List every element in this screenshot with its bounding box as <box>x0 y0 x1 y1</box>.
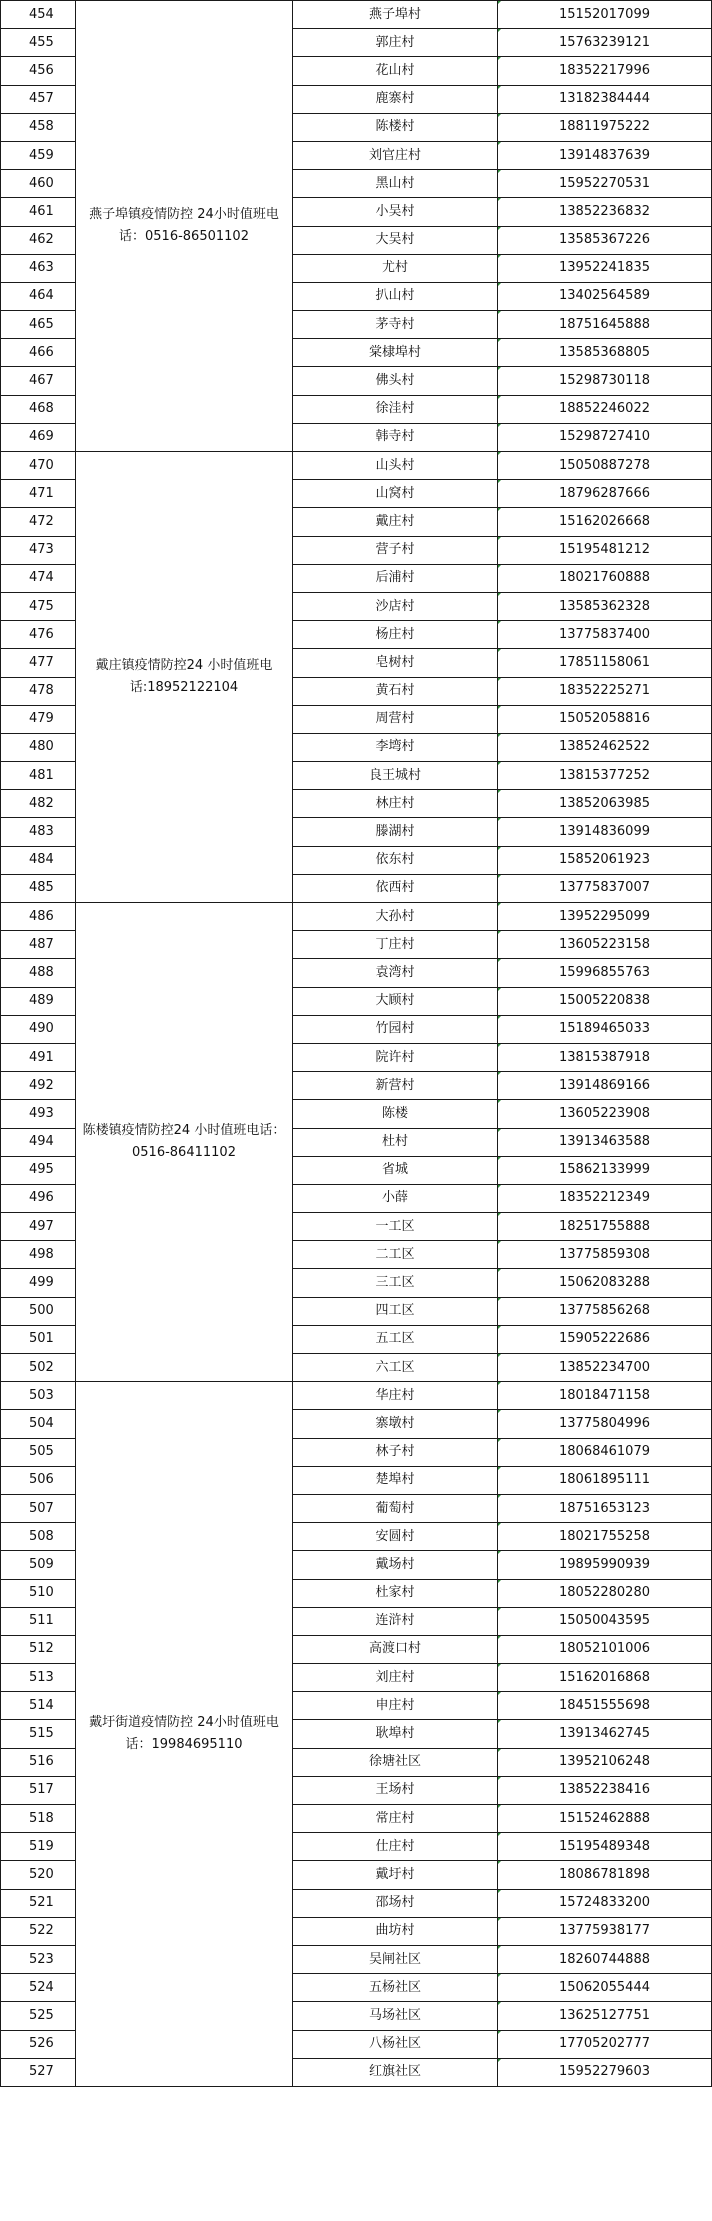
row-number: 493 <box>1 1100 76 1128</box>
row-number: 473 <box>1 536 76 564</box>
village-name: 山头村 <box>293 452 498 480</box>
phone-number: 18751645888 <box>498 311 712 339</box>
village-name: 常庄村 <box>293 1805 498 1833</box>
row-number: 494 <box>1 1128 76 1156</box>
town-hotline-cell: 戴圩街道疫情防控 24小时值班电话：19984695110 <box>76 1382 293 2087</box>
village-name: 良王城村 <box>293 762 498 790</box>
row-number: 472 <box>1 508 76 536</box>
village-name: 申庄村 <box>293 1692 498 1720</box>
phone-number: 13585368805 <box>498 339 712 367</box>
row-number: 464 <box>1 282 76 310</box>
village-name: 皂树村 <box>293 649 498 677</box>
village-name: 小薛 <box>293 1184 498 1212</box>
village-name: 滕湖村 <box>293 818 498 846</box>
row-number: 521 <box>1 1889 76 1917</box>
phone-number: 13775837400 <box>498 621 712 649</box>
row-number: 526 <box>1 2030 76 2058</box>
village-name: 五杨社区 <box>293 1974 498 2002</box>
phone-number: 15052058816 <box>498 705 712 733</box>
village-name: 大孙村 <box>293 903 498 931</box>
village-name: 仕庄村 <box>293 1833 498 1861</box>
phone-number: 13852063985 <box>498 790 712 818</box>
row-number: 460 <box>1 170 76 198</box>
row-number: 516 <box>1 1748 76 1776</box>
phone-number: 13952106248 <box>498 1748 712 1776</box>
row-number: 477 <box>1 649 76 677</box>
phone-number: 17851158061 <box>498 649 712 677</box>
village-name: 陈楼村 <box>293 113 498 141</box>
row-number: 481 <box>1 762 76 790</box>
village-name: 周营村 <box>293 705 498 733</box>
row-number: 468 <box>1 395 76 423</box>
village-name: 戴圩村 <box>293 1861 498 1889</box>
row-number: 458 <box>1 113 76 141</box>
phone-number: 13852462522 <box>498 733 712 761</box>
row-number: 511 <box>1 1607 76 1635</box>
village-name: 杜家村 <box>293 1579 498 1607</box>
village-name: 四工区 <box>293 1297 498 1325</box>
phone-number: 13914869166 <box>498 1072 712 1100</box>
row-number: 506 <box>1 1466 76 1494</box>
village-name: 寨墩村 <box>293 1410 498 1438</box>
village-name: 葡萄村 <box>293 1494 498 1522</box>
row-number: 455 <box>1 29 76 57</box>
phone-number: 15298730118 <box>498 367 712 395</box>
phone-number: 13852234700 <box>498 1354 712 1382</box>
phone-number: 18052101006 <box>498 1635 712 1663</box>
village-name: 依西村 <box>293 874 498 902</box>
village-name: 韩寺村 <box>293 423 498 451</box>
phone-number: 18018471158 <box>498 1382 712 1410</box>
phone-number: 13775837007 <box>498 874 712 902</box>
row-number: 482 <box>1 790 76 818</box>
phone-number: 13952241835 <box>498 254 712 282</box>
row-number: 484 <box>1 846 76 874</box>
village-name: 营子村 <box>293 536 498 564</box>
row-number: 503 <box>1 1382 76 1410</box>
row-number: 486 <box>1 903 76 931</box>
row-number: 490 <box>1 1015 76 1043</box>
row-number: 456 <box>1 57 76 85</box>
row-number: 508 <box>1 1523 76 1551</box>
village-name: 戴场村 <box>293 1551 498 1579</box>
phone-number: 18352225271 <box>498 677 712 705</box>
phone-number: 15062055444 <box>498 1974 712 2002</box>
village-name: 郭庄村 <box>293 29 498 57</box>
row-number: 475 <box>1 592 76 620</box>
row-number: 507 <box>1 1494 76 1522</box>
row-number: 501 <box>1 1325 76 1353</box>
village-name: 沙店村 <box>293 592 498 620</box>
village-name: 佛头村 <box>293 367 498 395</box>
phone-number: 18021755258 <box>498 1523 712 1551</box>
row-number: 471 <box>1 480 76 508</box>
phone-number: 18811975222 <box>498 113 712 141</box>
phone-number: 13775859308 <box>498 1241 712 1269</box>
phone-number: 13914836099 <box>498 818 712 846</box>
phone-number: 15952270531 <box>498 170 712 198</box>
village-name: 华庄村 <box>293 1382 498 1410</box>
phone-number: 15298727410 <box>498 423 712 451</box>
phone-number: 13913463588 <box>498 1128 712 1156</box>
row-number: 515 <box>1 1720 76 1748</box>
phone-number: 13605223908 <box>498 1100 712 1128</box>
village-name: 大吴村 <box>293 226 498 254</box>
row-number: 470 <box>1 452 76 480</box>
phone-number: 18260744888 <box>498 1945 712 1973</box>
phone-number: 13625127751 <box>498 2002 712 2030</box>
row-number: 485 <box>1 874 76 902</box>
phone-number: 17705202777 <box>498 2030 712 2058</box>
row-number: 454 <box>1 1 76 29</box>
row-number: 459 <box>1 141 76 169</box>
village-name: 八杨社区 <box>293 2030 498 2058</box>
row-number: 461 <box>1 198 76 226</box>
row-number: 499 <box>1 1269 76 1297</box>
village-name: 戴庄村 <box>293 508 498 536</box>
phone-number: 13182384444 <box>498 85 712 113</box>
row-number: 479 <box>1 705 76 733</box>
row-number: 524 <box>1 1974 76 2002</box>
village-name: 红旗社区 <box>293 2058 498 2086</box>
phone-number: 13913462745 <box>498 1720 712 1748</box>
village-name: 尤村 <box>293 254 498 282</box>
row-number: 518 <box>1 1805 76 1833</box>
village-name: 省城 <box>293 1156 498 1184</box>
row-number: 492 <box>1 1072 76 1100</box>
phone-number: 13815387918 <box>498 1043 712 1071</box>
village-name: 黄石村 <box>293 677 498 705</box>
phone-number: 15763239121 <box>498 29 712 57</box>
row-number: 478 <box>1 677 76 705</box>
table-row <box>1 452 712 480</box>
village-name: 林子村 <box>293 1438 498 1466</box>
phone-number: 18068461079 <box>498 1438 712 1466</box>
row-number: 522 <box>1 1917 76 1945</box>
phone-number: 13775856268 <box>498 1297 712 1325</box>
phone-number: 13815377252 <box>498 762 712 790</box>
row-number: 504 <box>1 1410 76 1438</box>
row-number: 498 <box>1 1241 76 1269</box>
village-name: 鹿寨村 <box>293 85 498 113</box>
row-number: 480 <box>1 733 76 761</box>
row-number: 487 <box>1 931 76 959</box>
row-number: 489 <box>1 987 76 1015</box>
phone-number: 18796287666 <box>498 480 712 508</box>
village-name: 曲坊村 <box>293 1917 498 1945</box>
village-name: 杜村 <box>293 1128 498 1156</box>
village-name: 六工区 <box>293 1354 498 1382</box>
phone-number: 13402564589 <box>498 282 712 310</box>
village-name: 耿埠村 <box>293 1720 498 1748</box>
row-number: 476 <box>1 621 76 649</box>
phone-number: 15152017099 <box>498 1 712 29</box>
village-name: 竹园村 <box>293 1015 498 1043</box>
row-number: 496 <box>1 1184 76 1212</box>
phone-number: 15996855763 <box>498 959 712 987</box>
row-number: 500 <box>1 1297 76 1325</box>
row-number: 462 <box>1 226 76 254</box>
phone-number: 15195481212 <box>498 536 712 564</box>
village-name: 高渡口村 <box>293 1635 498 1663</box>
row-number: 513 <box>1 1664 76 1692</box>
phone-number: 15050887278 <box>498 452 712 480</box>
village-name: 后浦村 <box>293 564 498 592</box>
phone-number: 15862133999 <box>498 1156 712 1184</box>
phone-number: 13852236832 <box>498 198 712 226</box>
row-number: 495 <box>1 1156 76 1184</box>
phone-number: 18451555698 <box>498 1692 712 1720</box>
phone-number: 13775938177 <box>498 1917 712 1945</box>
row-number: 523 <box>1 1945 76 1973</box>
phone-number: 18052280280 <box>498 1579 712 1607</box>
village-name: 李塆村 <box>293 733 498 761</box>
village-name: 燕子埠村 <box>293 1 498 29</box>
town-hotline-cell: 燕子埠镇疫情防控 24小时值班电话：0516-86501102 <box>76 1 293 452</box>
row-number: 483 <box>1 818 76 846</box>
village-name: 袁湾村 <box>293 959 498 987</box>
row-number: 520 <box>1 1861 76 1889</box>
phone-number: 18751653123 <box>498 1494 712 1522</box>
town-hotline-cell: 戴庄镇疫情防控24 小时值班电话:18952122104 <box>76 452 293 903</box>
phone-number: 15005220838 <box>498 987 712 1015</box>
village-name: 小吴村 <box>293 198 498 226</box>
row-number: 469 <box>1 423 76 451</box>
phone-number: 18086781898 <box>498 1861 712 1889</box>
row-number: 517 <box>1 1776 76 1804</box>
village-name: 院许村 <box>293 1043 498 1071</box>
row-number: 488 <box>1 959 76 987</box>
phone-number: 19895990939 <box>498 1551 712 1579</box>
village-name: 杨庄村 <box>293 621 498 649</box>
row-number: 466 <box>1 339 76 367</box>
row-number: 505 <box>1 1438 76 1466</box>
village-name: 吴闸社区 <box>293 1945 498 1973</box>
village-name: 二工区 <box>293 1241 498 1269</box>
village-name: 山窝村 <box>293 480 498 508</box>
phone-number: 15152462888 <box>498 1805 712 1833</box>
village-name: 邵场村 <box>293 1889 498 1917</box>
village-name: 刘庄村 <box>293 1664 498 1692</box>
village-name: 茅寺村 <box>293 311 498 339</box>
village-name: 五工区 <box>293 1325 498 1353</box>
row-number: 474 <box>1 564 76 592</box>
row-number: 519 <box>1 1833 76 1861</box>
table-row <box>1 1 712 29</box>
phone-number: 15952279603 <box>498 2058 712 2086</box>
village-name: 三工区 <box>293 1269 498 1297</box>
village-name: 楚埠村 <box>293 1466 498 1494</box>
phone-number: 15062083288 <box>498 1269 712 1297</box>
row-number: 463 <box>1 254 76 282</box>
phone-number: 13775804996 <box>498 1410 712 1438</box>
phone-number: 18852246022 <box>498 395 712 423</box>
row-number: 514 <box>1 1692 76 1720</box>
phone-number: 15195489348 <box>498 1833 712 1861</box>
phone-number: 15162016868 <box>498 1664 712 1692</box>
row-number: 491 <box>1 1043 76 1071</box>
row-number: 525 <box>1 2002 76 2030</box>
village-name: 丁庄村 <box>293 931 498 959</box>
phone-number: 13952295099 <box>498 903 712 931</box>
village-name: 马场社区 <box>293 2002 498 2030</box>
phone-number: 18021760888 <box>498 564 712 592</box>
village-name: 黑山村 <box>293 170 498 198</box>
village-name: 刘官庄村 <box>293 141 498 169</box>
phone-number: 13585362328 <box>498 592 712 620</box>
village-name: 新营村 <box>293 1072 498 1100</box>
phone-number: 13585367226 <box>498 226 712 254</box>
village-name: 花山村 <box>293 57 498 85</box>
row-number: 527 <box>1 2058 76 2086</box>
phone-number: 18352212349 <box>498 1184 712 1212</box>
village-name: 棠棣埠村 <box>293 339 498 367</box>
town-hotline-cell: 陈楼镇疫情防控24 小时值班电话：0516-86411102 <box>76 903 293 1382</box>
row-number: 509 <box>1 1551 76 1579</box>
row-number: 512 <box>1 1635 76 1663</box>
row-number: 510 <box>1 1579 76 1607</box>
phone-number: 15905222686 <box>498 1325 712 1353</box>
phone-number: 15050043595 <box>498 1607 712 1635</box>
village-name: 陈楼 <box>293 1100 498 1128</box>
phone-number: 15162026668 <box>498 508 712 536</box>
village-name: 安圆村 <box>293 1523 498 1551</box>
village-name: 依东村 <box>293 846 498 874</box>
village-name: 扒山村 <box>293 282 498 310</box>
row-number: 497 <box>1 1213 76 1241</box>
village-name: 徐塘社区 <box>293 1748 498 1776</box>
phone-number: 13605223158 <box>498 931 712 959</box>
phone-number: 13852238416 <box>498 1776 712 1804</box>
table-row <box>1 1382 712 1410</box>
phone-number: 15189465033 <box>498 1015 712 1043</box>
village-name: 王场村 <box>293 1776 498 1804</box>
village-name: 林庄村 <box>293 790 498 818</box>
phone-number: 15724833200 <box>498 1889 712 1917</box>
village-name: 一工区 <box>293 1213 498 1241</box>
village-name: 徐洼村 <box>293 395 498 423</box>
row-number: 465 <box>1 311 76 339</box>
village-name: 连浒村 <box>293 1607 498 1635</box>
village-name: 大顾村 <box>293 987 498 1015</box>
table-row <box>1 903 712 931</box>
row-number: 457 <box>1 85 76 113</box>
phone-number: 15852061923 <box>498 846 712 874</box>
row-number: 467 <box>1 367 76 395</box>
phone-number: 18251755888 <box>498 1213 712 1241</box>
phone-number: 18352217996 <box>498 57 712 85</box>
phone-number: 13914837639 <box>498 141 712 169</box>
hotline-table-body <box>1 1 712 2087</box>
row-number: 502 <box>1 1354 76 1382</box>
phone-number: 18061895111 <box>498 1466 712 1494</box>
